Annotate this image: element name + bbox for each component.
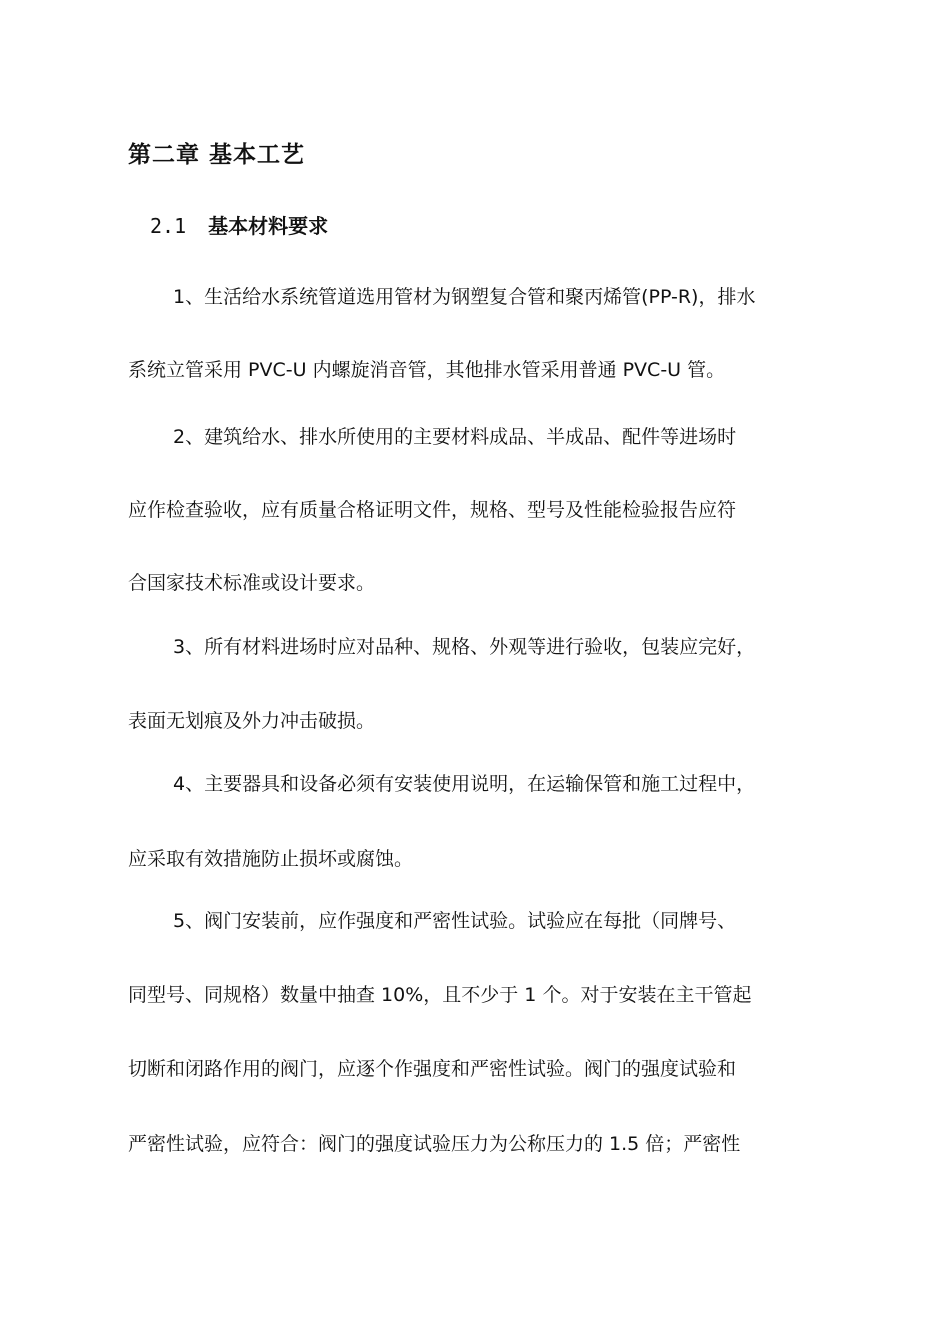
section-heading (150, 210, 328, 239)
paragraph-line: 3、所有材料进场时应对品种、规格、外观等进行验收，包装应完好， (173, 636, 756, 658)
paragraph-line: 同型号、同规格）数量中抽查 10%，且不少于 1 个。对于安装在主干管起 (128, 984, 752, 1006)
paragraph-line: 表面无划痕及外力冲击破损。 (128, 710, 376, 732)
paragraph-line: 切断和闭路作用的阀门，应逐个作强度和严密性试验。阀门的强度试验和 (128, 1058, 737, 1080)
paragraph-line: 合国家技术标准或设计要求。 (128, 572, 376, 594)
paragraph-line: 应作检查验收，应有质量合格证明文件，规格、型号及性能检验报告应符 (128, 499, 737, 521)
section-number: 2.1 (150, 214, 187, 238)
paragraph-line: 系统立管采用 PVC-U 内螺旋消音管，其他排水管采用普通 PVC-U 管。 (128, 359, 726, 381)
paragraph-line: 5、阀门安装前，应作强度和严密性试验。试验应在每批（同牌号、 (173, 910, 737, 932)
paragraph-line: 4、主要器具和设备必须有安装使用说明，在运输保管和施工过程中， (173, 773, 756, 795)
section-title: 基本材料要求 (208, 214, 329, 238)
paragraph-line: 严密性试验，应符合：阀门的强度试验压力为公称压力的 1.5 倍；严密性 (128, 1133, 741, 1155)
paragraph-line: 1、生活给水系统管道选用管材为钢塑复合管和聚丙烯管(PP-R)，排水 (173, 286, 756, 308)
paragraph-line: 2、建筑给水、排水所使用的主要材料成品、半成品、配件等进场时 (173, 426, 737, 448)
chapter-title: 第二章 基本工艺 (128, 142, 306, 168)
paragraph-line: 应采取有效措施防止损坏或腐蚀。 (128, 848, 414, 870)
